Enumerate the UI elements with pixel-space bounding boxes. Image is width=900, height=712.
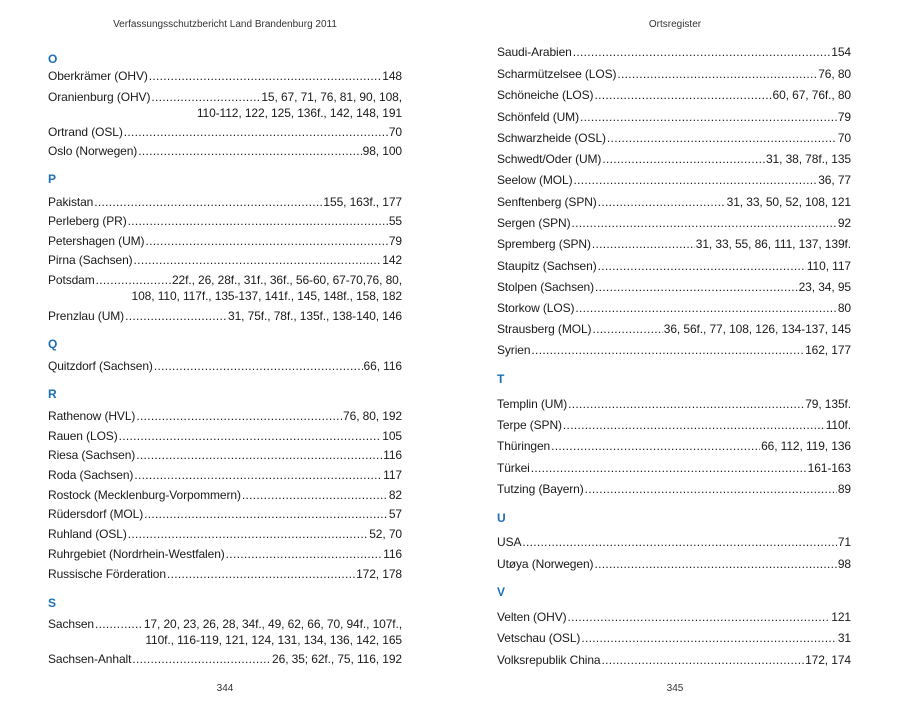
entry-pages: 71: [837, 535, 851, 549]
dot-leader: [124, 124, 388, 140]
index-entry: [497, 630, 851, 646]
index-entry: [497, 609, 851, 625]
section-letter-t: T: [497, 372, 505, 386]
dot-leader: [585, 481, 837, 497]
dot-leader: [134, 252, 382, 268]
index-entry: [48, 308, 402, 324]
entry-place: Rauen (LOS): [48, 429, 118, 443]
entry-place: Schwedt/Oder (UM): [497, 152, 602, 166]
entry-pages: 110, 117: [806, 259, 851, 273]
index-entry: [48, 89, 402, 121]
page-number-right: 345: [666, 683, 684, 694]
entry-pages: 55: [388, 214, 402, 228]
entry-pages-continued: 110-112, 122, 125, 136f., 142, 148, 191: [196, 106, 402, 120]
section-letter-o: O: [48, 52, 58, 66]
dot-leader: [607, 130, 837, 146]
entry-pages: 92: [837, 216, 851, 230]
index-entry: [497, 279, 851, 295]
index-entry: [48, 546, 402, 562]
dot-leader: [128, 213, 388, 229]
entry-place: USA: [497, 535, 522, 549]
entry-place: Staupitz (Sachsen): [497, 259, 597, 273]
running-head-left: Verfassungsschutzbericht Land Brandenburg 2011: [113, 19, 337, 30]
dot-leader: [598, 258, 806, 274]
section-letter-s: S: [48, 596, 57, 610]
dot-leader: [581, 630, 837, 646]
running-head-right: Ortsregister: [648, 19, 702, 30]
entry-place: Türkei: [497, 461, 530, 475]
entry-pages: 110f.: [825, 418, 851, 432]
entry-place: Oslo (Norwegen): [48, 144, 138, 158]
entry-place: Prenzlau (UM): [48, 309, 125, 323]
index-entry: [497, 258, 851, 274]
dot-leader: [573, 44, 831, 60]
section-letter-v: V: [497, 585, 506, 599]
entry-place: Russische Förderation: [48, 567, 166, 581]
dot-leader: [242, 487, 388, 503]
dot-leader: [154, 358, 363, 374]
entry-pages: 66, 116: [363, 359, 402, 373]
dot-leader: [167, 566, 355, 582]
entry-pages: 22f., 26, 28f., 31f., 36f., 56-60, 67-70,76, 80,: [171, 273, 402, 287]
dot-leader: [128, 526, 368, 542]
entry-pages: 31: [837, 631, 851, 645]
dot-leader: [145, 233, 387, 249]
index-entry: [497, 396, 851, 412]
entry-place: Tutzing (Bayern): [497, 482, 584, 496]
index-entry: [48, 68, 402, 84]
index-entry: [48, 566, 402, 582]
entry-place: Riesa (Sachsen): [48, 448, 136, 462]
section-letter-r: R: [48, 387, 57, 401]
index-entry: [497, 534, 851, 550]
index-entry: [497, 109, 851, 125]
entry-place: Volksrepublik China: [497, 653, 601, 667]
dot-leader: [138, 143, 361, 159]
entry-place: Vetschau (OSL): [497, 631, 581, 645]
dot-leader: [151, 89, 260, 105]
entry-place: Pakistan: [48, 195, 94, 209]
index-entry: [497, 342, 851, 358]
entry-place: Quitzdorf (Sachsen): [48, 359, 153, 373]
entry-place: Syrien: [497, 343, 531, 357]
entry-pages: 76, 80, 192: [343, 409, 402, 423]
entry-pages: 117: [383, 468, 402, 482]
entry-place: Schöneiche (LOS): [497, 88, 594, 102]
dot-leader: [594, 87, 771, 103]
dot-leader: [602, 652, 805, 668]
entry-place: Scharmützelsee (LOS): [497, 67, 617, 81]
page-number-left: 344: [216, 683, 234, 694]
index-entry: [497, 236, 851, 252]
entry-pages: 172, 178: [356, 567, 402, 581]
entry-place: Perleberg (PR): [48, 214, 127, 228]
entry-pages: 23, 34, 95: [798, 280, 851, 294]
entry-place: Schönfeld (UM): [497, 110, 579, 124]
index-entry: [497, 556, 851, 572]
entry-pages: 82: [388, 488, 402, 502]
right-page: [450, 0, 900, 712]
index-entry: [497, 321, 851, 337]
dot-leader: [617, 66, 817, 82]
entry-place: Potsdam: [48, 273, 95, 287]
index-entry: [497, 438, 851, 454]
dot-leader: [551, 438, 760, 454]
entry-pages: 15, 67, 71, 76, 81, 90, 108,: [261, 90, 402, 104]
section-letter-q: Q: [48, 337, 58, 351]
entry-pages: 17, 20, 23, 26, 28, 34f., 49, 62, 66, 70, 94f., 107f.,: [143, 617, 402, 631]
dot-leader: [134, 467, 382, 483]
entry-place: Utøya (Norwegen): [497, 557, 594, 571]
entry-place: Petershagen (UM): [48, 234, 145, 248]
dot-leader: [568, 609, 831, 625]
dot-leader: [592, 321, 662, 337]
entry-pages: 98, 100: [362, 144, 402, 158]
entry-pages: 66, 112, 119, 136: [761, 439, 851, 453]
index-entry: [497, 300, 851, 316]
index-entry: [48, 124, 402, 140]
entry-pages: 121: [831, 610, 851, 624]
entry-pages: 154: [831, 45, 851, 59]
dot-leader: [592, 236, 695, 252]
entry-pages: 155, 163f., 177: [323, 195, 402, 209]
entry-pages: 80: [837, 301, 851, 315]
entry-place: Rostock (Mecklenburg-Vorpommern): [48, 488, 241, 502]
entry-pages: 79, 135f.: [805, 397, 851, 411]
dot-leader: [572, 215, 837, 231]
section-letter-p: P: [48, 172, 57, 186]
entry-pages: 26, 35; 62f., 75, 116, 192: [272, 652, 402, 666]
entry-place: Stolpen (Sachsen): [497, 280, 595, 294]
index-entry: [48, 467, 402, 483]
dot-leader: [522, 534, 836, 550]
dot-leader: [132, 651, 271, 667]
dot-leader: [144, 506, 388, 522]
index-entry: [48, 194, 402, 210]
index-entry: [48, 447, 402, 463]
dot-leader: [595, 279, 798, 295]
index-entry: [497, 460, 851, 476]
entry-pages: 116: [383, 448, 402, 462]
index-entry: [497, 87, 851, 103]
entry-place: Ruhrgebiet (Nordrhein-Westfalen): [48, 547, 225, 561]
dot-leader: [136, 408, 342, 424]
dot-leader: [95, 616, 143, 632]
index-entry: [497, 481, 851, 497]
index-entry: [497, 652, 851, 668]
dot-leader: [574, 172, 818, 188]
dot-leader: [580, 109, 837, 125]
dot-leader: [563, 417, 825, 433]
entry-pages: 76, 80: [818, 67, 851, 81]
index-entry: [48, 526, 402, 542]
dot-leader: [594, 556, 836, 572]
index-entry: [48, 213, 402, 229]
index-entry: [497, 151, 851, 167]
entry-pages: 52, 70: [369, 527, 402, 541]
index-entry: [497, 44, 851, 60]
entry-pages: 98: [837, 557, 851, 571]
entry-pages-continued: 108, 110, 117f., 135-137, 141f., 145, 148f., 158, 182: [131, 289, 402, 303]
entry-pages: 142: [382, 253, 402, 267]
entry-pages: 31, 33, 50, 52, 108, 121: [726, 195, 851, 209]
entry-pages: 36, 56f., 77, 108, 126, 134-137, 145: [663, 322, 851, 336]
dot-leader: [602, 151, 765, 167]
section-letter-u: U: [497, 511, 506, 525]
entry-place: Roda (Sachsen): [48, 468, 134, 482]
entry-place: Spremberg (SPN): [497, 237, 591, 251]
entry-pages: 70: [388, 125, 402, 139]
index-entry: [48, 233, 402, 249]
entry-pages: 162, 177: [805, 343, 851, 357]
index-entry: [497, 194, 851, 210]
entry-place: Sergen (SPN): [497, 216, 571, 230]
entry-place: Strausberg (MOL): [497, 322, 592, 336]
index-entry: [48, 252, 402, 268]
dot-leader: [96, 272, 171, 288]
entry-pages: 89: [837, 482, 851, 496]
entry-pages: 70: [837, 131, 851, 145]
entry-place: Oberkrämer (OHV): [48, 69, 148, 83]
entry-place: Sachsen-Anhalt: [48, 652, 132, 666]
entry-pages: 31, 38, 78f., 135: [765, 152, 851, 166]
entry-pages: 31, 33, 55, 86, 111, 137, 139f.: [695, 237, 851, 251]
entry-pages: 36, 77: [818, 173, 851, 187]
index-entry: [497, 215, 851, 231]
entry-place: Sachsen: [48, 617, 94, 631]
dot-leader: [598, 194, 726, 210]
dot-leader: [531, 342, 804, 358]
index-entry: [497, 172, 851, 188]
dot-leader: [531, 460, 807, 476]
entry-place: Velten (OHV): [497, 610, 567, 624]
index-entry: [48, 272, 402, 304]
index-entry: [48, 651, 402, 667]
entry-place: Seelow (MOL): [497, 173, 573, 187]
entry-pages: 60, 67, 76f., 80: [772, 88, 851, 102]
entry-pages: 31, 75f., 78f., 135f., 138-140, 146: [228, 309, 402, 323]
entry-place: Rathenow (HVL): [48, 409, 136, 423]
entry-pages: 172, 174: [805, 653, 851, 667]
entry-pages: 79: [388, 234, 402, 248]
entry-place: Senftenberg (SPN): [497, 195, 597, 209]
index-entry: [497, 417, 851, 433]
entry-pages: 148: [382, 69, 402, 83]
entry-place: Schwarzheide (OSL): [497, 131, 606, 145]
dot-leader: [125, 308, 227, 324]
entry-place: Rüdersdorf (MOL): [48, 507, 144, 521]
index-entry: [48, 616, 402, 648]
index-entry: [48, 408, 402, 424]
index-entry: [48, 506, 402, 522]
entry-place: Ruhland (OSL): [48, 527, 127, 541]
entry-pages: 79: [837, 110, 851, 124]
dot-leader: [226, 546, 382, 562]
index-entry: [497, 66, 851, 82]
entry-place: Terpe (SPN): [497, 418, 562, 432]
dot-leader: [575, 300, 836, 316]
entry-place: Storkow (LOS): [497, 301, 575, 315]
dot-leader: [136, 447, 382, 463]
entry-place: Ortrand (OSL): [48, 125, 123, 139]
entry-place: Thüringen: [497, 439, 551, 453]
entry-place: Templin (UM): [497, 397, 568, 411]
entry-pages-continued: 110f., 116-119, 121, 124, 131, 134, 136, 142, 165: [145, 633, 402, 647]
index-entry: [497, 130, 851, 146]
entry-place: Saudi-Arabien: [497, 45, 572, 59]
entry-place: Oranienburg (OHV): [48, 90, 151, 104]
index-entry: [48, 487, 402, 503]
entry-pages: 105: [382, 429, 402, 443]
dot-leader: [568, 396, 804, 412]
index-entry: [48, 358, 402, 374]
dot-leader: [94, 194, 322, 210]
dot-leader: [119, 428, 382, 444]
entry-place: Pirna (Sachsen): [48, 253, 133, 267]
index-entry: [48, 143, 402, 159]
entry-pages: 161-163: [807, 461, 851, 475]
entry-pages: 116: [383, 547, 402, 561]
dot-leader: [149, 68, 382, 84]
index-entry: [48, 428, 402, 444]
entry-pages: 57: [388, 507, 402, 521]
